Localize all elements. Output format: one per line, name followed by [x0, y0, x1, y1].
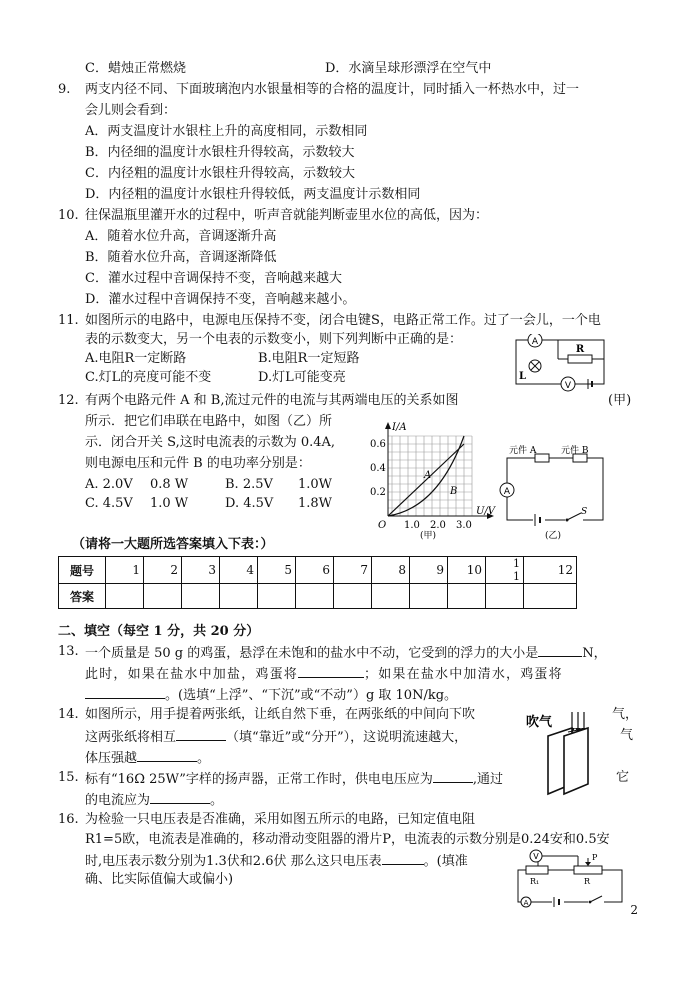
- q16-circuit-figure: [512, 848, 630, 910]
- answer-number-cell: 6: [296, 557, 334, 584]
- graph-x-tick-2: 2.0: [430, 520, 446, 531]
- element-a-box: [535, 454, 549, 462]
- q12-option-b-voltage: B. 2.5V: [225, 477, 273, 492]
- q16-line3-text-b: 。(填准: [423, 854, 468, 869]
- q16-line3-text-a: 时,电压表示数分别为1.3伏和2.6伏 那么这只电压表: [85, 854, 382, 869]
- graph-y-tick-06: 0.6: [370, 439, 386, 450]
- answer-table-row-head-answer: 答案: [59, 584, 106, 609]
- answer-input-cell[interactable]: [220, 584, 258, 609]
- rheostat-icon: [574, 866, 602, 874]
- q12-fig-tag-jia: (甲): [608, 393, 632, 408]
- q16-slider-label: P: [592, 853, 598, 862]
- blow-arrows-icon: [572, 712, 584, 728]
- answer-input-cell[interactable]: [258, 584, 296, 609]
- q14-line1-tail: 气，: [612, 707, 639, 722]
- q13-blank-2[interactable]: [298, 663, 364, 678]
- answer-input-cell[interactable]: [486, 584, 524, 609]
- graph-curve-a-label: A: [424, 470, 432, 481]
- answer-number-cell: 3: [182, 557, 220, 584]
- paper-sheet-right: [564, 728, 588, 794]
- answer-input-cell[interactable]: [182, 584, 220, 609]
- q14-line3-text-a: 体压强越: [85, 751, 138, 766]
- q16-number: 16.: [58, 812, 79, 827]
- page-number: 2: [630, 903, 638, 917]
- q14-line2-text-a: 这两张纸将相互: [85, 730, 177, 745]
- q11-option-d: D.灯L可能变亮: [258, 370, 346, 385]
- answer-input-cell[interactable]: [372, 584, 410, 609]
- graph-caption: (甲): [420, 531, 437, 540]
- q13-line3-text: 。(选填“上浮”、“下沉”或“不动”）g 取 10N/kg。: [165, 688, 458, 703]
- q12-stem-line3: 示．闭合开关 S,这时电流表的示数为 0.4A,: [85, 435, 336, 450]
- q9-option-c: C．内径粗的温度计水银柱升得较高，示数较大: [85, 166, 355, 181]
- q8-option-c: C．蜡烛正常燃烧: [85, 61, 186, 76]
- q12-number: 12.: [58, 393, 79, 408]
- q16-line2: R1=5欧，电流表是准确的，移动滑动变阻器的滑片P，电流表的示数分别是0.24安和0.5安: [85, 832, 610, 847]
- q13-number: 13.: [58, 644, 79, 659]
- q10-option-c: C．灌水过程中音调保持不变，音响越来越大: [85, 271, 342, 286]
- q15-line1-tail: 它: [616, 770, 630, 785]
- q9-stem-line2: 会儿则会看到：: [85, 103, 177, 118]
- q14-line3: [85, 747, 210, 768]
- q14-fig-label: 吹气: [526, 715, 553, 730]
- q16-line3: [85, 850, 468, 871]
- q12-option-a-voltage: A. 2.0V: [85, 477, 133, 492]
- q13-blank-3[interactable]: [85, 684, 165, 699]
- q13-line1: [85, 642, 607, 663]
- q13-line1-text: 一个质量是 50 g 的鸡蛋，悬浮在未饱和的盐水中不动，它受到的浮力的大小是: [85, 646, 539, 661]
- q14-number: 14.: [58, 707, 79, 722]
- graph-y-tick-04: 0.4: [370, 463, 386, 474]
- q14-line2-tail: 气: [620, 728, 634, 743]
- q14-line3-text-b: 。: [197, 751, 211, 766]
- q13-blank-1[interactable]: [538, 642, 582, 657]
- q8-option-d: D．水滴呈球形漂浮在空气中: [325, 61, 492, 76]
- q12-option-d-power: 1.8W: [298, 496, 333, 511]
- q13-line1-unit: N，: [582, 646, 607, 661]
- circuit-ammeter-label: A: [503, 487, 511, 497]
- answer-number-cell: 9: [410, 557, 448, 584]
- answer-number-cell: 1 1: [486, 557, 524, 584]
- answer-number-cell: 2: [144, 557, 182, 584]
- q11-circuit-figure: [508, 334, 610, 394]
- q10-stem: 往保温瓶里灌开水的过程中，听声音就能判断壶里水位的高低，因为：: [85, 208, 489, 223]
- circuit-switch-label: S: [581, 507, 588, 517]
- answer-table-row-head-number: 题号: [59, 557, 106, 584]
- answer-number-cell: 12: [524, 557, 577, 584]
- q12-option-c-power: 1.0 W: [150, 496, 189, 511]
- q15-number: 15.: [58, 770, 79, 785]
- q15-line2-text-a: 的电流应为: [85, 793, 151, 808]
- q12-option-a-power: 0.8 W: [150, 477, 189, 492]
- q9-option-b: B．内径细的温度计水银柱升得较高，示数较大: [85, 145, 355, 160]
- q11-option-b: B.电阻R一定短路: [258, 351, 360, 366]
- q13-line2: [85, 663, 563, 684]
- q14-line1-text: 如图所示，用手提着两张纸，让纸自然下垂，在两张纸的中间向下吹: [85, 707, 476, 722]
- q10-option-a: A．随着水位升高，音调逐渐升高: [85, 229, 277, 244]
- q11-option-a: A.电阻R一定断路: [85, 351, 187, 366]
- q15-line2-text-b: 。: [210, 793, 224, 808]
- q15-line2: [85, 789, 223, 810]
- graph-x-tick-3: 3.0: [456, 520, 472, 531]
- q14-line2: [85, 726, 467, 747]
- answer-table-note: （请将一大题所选答案填入下表：）: [72, 537, 274, 552]
- q11-stem-line2: 表的示数变大，另一个电表的示数变小，则下列判断中正确的是：: [85, 332, 463, 347]
- q12-series-circuit: [497, 440, 612, 540]
- graph-x-label: U/V: [476, 506, 496, 517]
- q11-ammeter-label: A: [531, 337, 539, 347]
- q15-line1-text-b: ,通过: [472, 772, 504, 787]
- r1-resistor-icon: [526, 866, 548, 874]
- q9-option-d: D．内径粗的温度计水银柱升得较低，两支温度计示数相同: [85, 187, 421, 202]
- q12-iv-graph: [368, 418, 498, 540]
- answer-number-cell: 7: [334, 557, 372, 584]
- q12-stem-line2: 所示．把它们串联在电路中，如图（乙）所: [85, 414, 333, 429]
- answer-input-cell[interactable]: [106, 584, 144, 609]
- q13-line2-text-a: 此时，如果在盐水中加盐，鸡蛋将: [85, 667, 299, 682]
- graph-x-tick-1: 1.0: [404, 520, 420, 531]
- q16-ammeter-label: A: [523, 899, 529, 907]
- q14-paper-figure: [524, 706, 614, 802]
- answer-input-cell[interactable]: [296, 584, 334, 609]
- graph-curve-b-label: B: [450, 486, 458, 497]
- q9-number: 9.: [58, 82, 71, 97]
- q16-r1-label: R₁: [530, 877, 540, 886]
- q11-lamp-label: L: [519, 371, 527, 382]
- circuit-elem-b-label: 元件 B: [561, 446, 589, 456]
- q12-stem-line1: 有两个电路元件 A 和 B,流过元件的电流与其两端电压的关系如图: [85, 393, 459, 408]
- q11-option-c: C.灯L的亮度可能不变: [85, 370, 212, 385]
- q9-option-a: A．两支温度计水银柱上升的高度相同，示数相同: [85, 124, 368, 139]
- q16-voltmeter-label: V: [533, 852, 539, 861]
- q10-number: 10.: [58, 208, 79, 223]
- resistor-icon: [568, 355, 592, 363]
- q10-option-d: D．灌水过程中音调保持不变，音响越来越小。: [85, 292, 356, 307]
- q11-voltmeter-label: V: [564, 381, 572, 391]
- answer-input-cell[interactable]: [410, 584, 448, 609]
- answer-table: [58, 556, 577, 609]
- graph-y-tick-02: 0.2: [370, 487, 386, 498]
- q16-line4: 确、比实际值偏大或偏小): [85, 872, 234, 887]
- q15-blank-2[interactable]: [150, 789, 210, 804]
- q14-line2-text-b: （填“靠近”或“分开”），这说明流速越大，: [226, 730, 468, 745]
- q12-option-c-voltage: C. 4.5V: [85, 496, 133, 511]
- q12-stem-line4: 则电源电压和元件 B 的电功率分别是：: [85, 456, 311, 471]
- q9-stem-line1: 两支内径不同、下面玻璃泡内水银量相等的合格的温度计，同时插入一杯热水中，过一: [85, 82, 580, 97]
- answer-number-cell: 4: [220, 557, 258, 584]
- q10-option-b: B．随着水位升高，音调逐渐降低: [85, 250, 277, 265]
- q11-stem-line1: 如图所示的电路中，电源电压保持不变，闭合电键S，电路正常工作。过了一会儿，一个电: [85, 313, 601, 328]
- graph-y-label: I/A: [392, 422, 407, 433]
- q13-line2-text-b: ；如果在盐水中加清水，鸡蛋将: [364, 667, 563, 682]
- section-2-title: 二、填空（每空 1 分，共 20 分）: [58, 624, 260, 639]
- q14-blank-1[interactable]: [176, 726, 226, 741]
- q12-option-b-power: 1.0W: [298, 477, 333, 492]
- q13-line3: [85, 684, 457, 705]
- q11-resistor-label: R: [575, 344, 585, 355]
- circuit-caption: (乙): [545, 531, 562, 540]
- circuit-elem-a-label: 元件 A: [509, 446, 537, 456]
- answer-input-cell[interactable]: [334, 584, 372, 609]
- answer-number-cell: 5: [258, 557, 296, 584]
- answer-input-cell[interactable]: [144, 584, 182, 609]
- graph-origin: O: [378, 520, 387, 531]
- answer-number-cell: 8: [372, 557, 410, 584]
- q14-blank-2[interactable]: [137, 747, 197, 762]
- answer-input-cell[interactable]: [524, 584, 577, 609]
- q15-blank-1[interactable]: [433, 768, 473, 783]
- q16-blank-1[interactable]: [382, 850, 424, 865]
- q16-r-label: R: [584, 877, 591, 886]
- q16-line1: 为检验一只电压表是否准确，采用如图五所示的电路，已知定值电阻: [85, 812, 476, 827]
- q11-number: 11.: [58, 313, 79, 328]
- answer-number-cell: 10: [448, 557, 486, 584]
- q15-line1-text-a: 标有“16Ω 25W”字样的扬声器，正常工作时，供电电压应为: [85, 772, 433, 787]
- answer-number-cell: 1: [106, 557, 144, 584]
- q15-line1: [85, 768, 503, 789]
- answer-input-cell[interactable]: [448, 584, 486, 609]
- q12-option-d-voltage: D. 4.5V: [225, 496, 274, 511]
